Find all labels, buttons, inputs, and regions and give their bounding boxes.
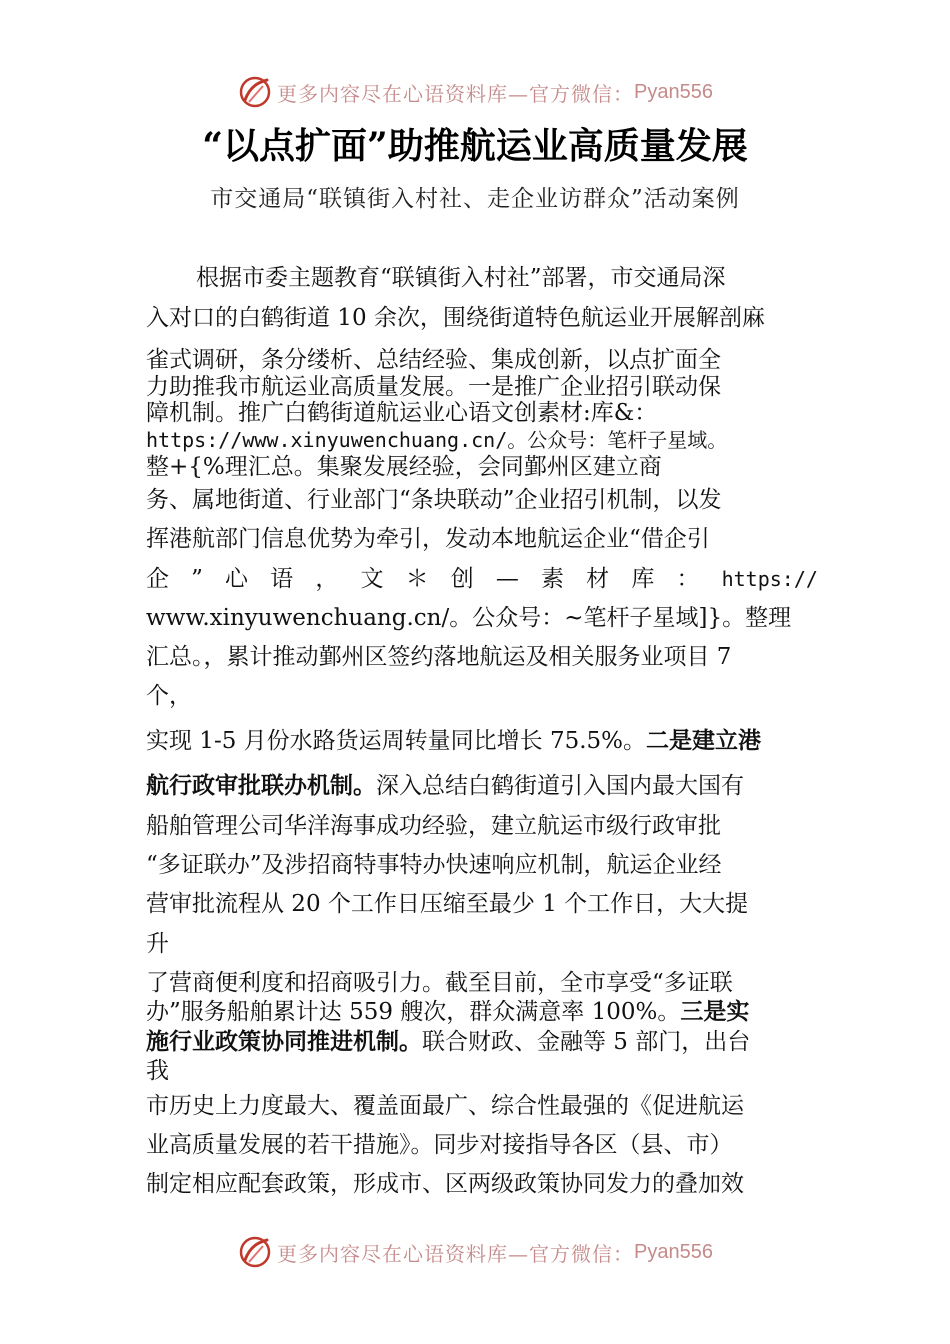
watermark-text: 更多内容尽在心语资料库—官方微信： [277,1241,635,1266]
justified-char: ＊ [405,566,429,592]
body-line: 力助推我市航运业高质量发展。一是推广企业招引联动保 [146,374,721,400]
justified-char: 文 [360,566,384,592]
watermark-banner-top [0,72,950,112]
justified-char: — [495,566,519,592]
body-line: 根据市委主题教育“联镇街入村社”部署，市交通局深 [196,265,726,291]
body-line: 业高质量发展的若干措施》。同步对接指导各区（县、市） [146,1132,733,1158]
watermark-logo-icon [237,1234,273,1270]
body-line: 制定相应配套政策，形成市、区两级政策协同发力的叠加效 [146,1171,744,1197]
body-line [146,726,761,756]
body-line-text: 实现 1-5 月份水路货运周转量同比增长 75.5%。 [146,728,647,754]
watermark-wechat-id: Pyan556 [634,80,713,103]
justified-char: 创 [450,566,474,592]
watermark-banner-bottom [0,1232,950,1272]
justified-char: 库 [631,566,655,592]
body-line-text: 联合财政、金融等 5 部门，出台 [422,1029,751,1055]
body-line [146,1027,750,1057]
body-line: 务、属地街道、行业部门“条块联动”企业招引机制，以发 [146,487,722,513]
justified-url-fragment: https:// [721,567,818,591]
bold-heading-2: 二是建立港 [646,728,762,754]
body-line-text: 深入总结白鹤街道引入国内最大国有 [376,773,744,799]
justified-char: ， [315,566,339,592]
body-line-justified [146,564,818,594]
body-line: 营审批流程从 20 个工作日压缩至最少 1 个工作日，大大提 [146,891,749,917]
justified-char: 心 [225,566,249,592]
body-line: 个， [146,683,192,709]
body-line: 汇总。，累计推动鄞州区签约落地航运及相关服务业项目 7 [146,644,732,670]
watermark-logo-icon [237,74,273,110]
body-line [146,603,791,633]
body-line-text: 办”服务船舶累计达 559 艘次，群众满意率 100%。 [146,999,681,1025]
document-title: “以点扩面”助推航运业高质量发展 [202,125,748,167]
body-line [146,771,744,801]
watermark-text: 更多内容尽在心语资料库—官方微信： [277,81,635,106]
bold-heading-3-cont: 施行业政策协同推进机制。 [146,1029,422,1055]
body-line: 我 [146,1058,169,1084]
body-line: 入对口的白鹤街道 10 余次，围绕街道特色航运业开展解剖麻 [146,305,765,331]
justified-char: 语 [270,566,294,592]
body-line-text: www.xinyuwenchuang.cn/。公众号：~笔杆子星域]}。整理 [146,605,792,631]
watermark-wechat-id: Pyan556 [634,1240,713,1263]
body-line: 挥港航部门信息优势为牵引，发动本地航运企业“借企引 [146,526,710,552]
document-subtitle: 市交通局“联镇街入村社、走企业访群众”活动案例 [210,186,740,212]
body-line: 船舶管理公司华洋海事成功经验，建立航运市级行政审批 [146,813,721,839]
bold-heading-2-cont: 航行政审批联办机制。 [146,773,376,799]
justified-char: 素 [541,566,565,592]
body-line: 市历史上力度最大、覆盖面最广、综合性最强的《促进航运 [146,1093,744,1119]
justified-char: 企 [146,566,169,592]
justified-char: 材 [586,566,610,592]
body-line: 了营商便利度和招商吸引力。截至目前，全市享受“多证联 [146,970,733,996]
justified-char: ： [676,566,700,592]
bold-heading-3: 三是实 [680,999,750,1025]
justified-char: ” [191,566,203,592]
body-line: “多证联办”及涉招商特事特办快速响应机制，航运企业经 [146,852,722,878]
body-line: 障机制。推广白鹤街道航运业心语文创素材:库&： [146,400,658,426]
body-line [146,997,749,1027]
body-line: 雀式调研，条分缕析、总结经验、集成创新，以点扩面全 [146,347,721,373]
body-line: https://www.xinyuwenchuang.cn/。公众号：笔杆子星域。 [146,428,728,452]
body-line: 升 [146,931,169,957]
body-line: 整+{%理汇总。集聚发展经验，会同鄞州区建立商 [146,454,662,480]
